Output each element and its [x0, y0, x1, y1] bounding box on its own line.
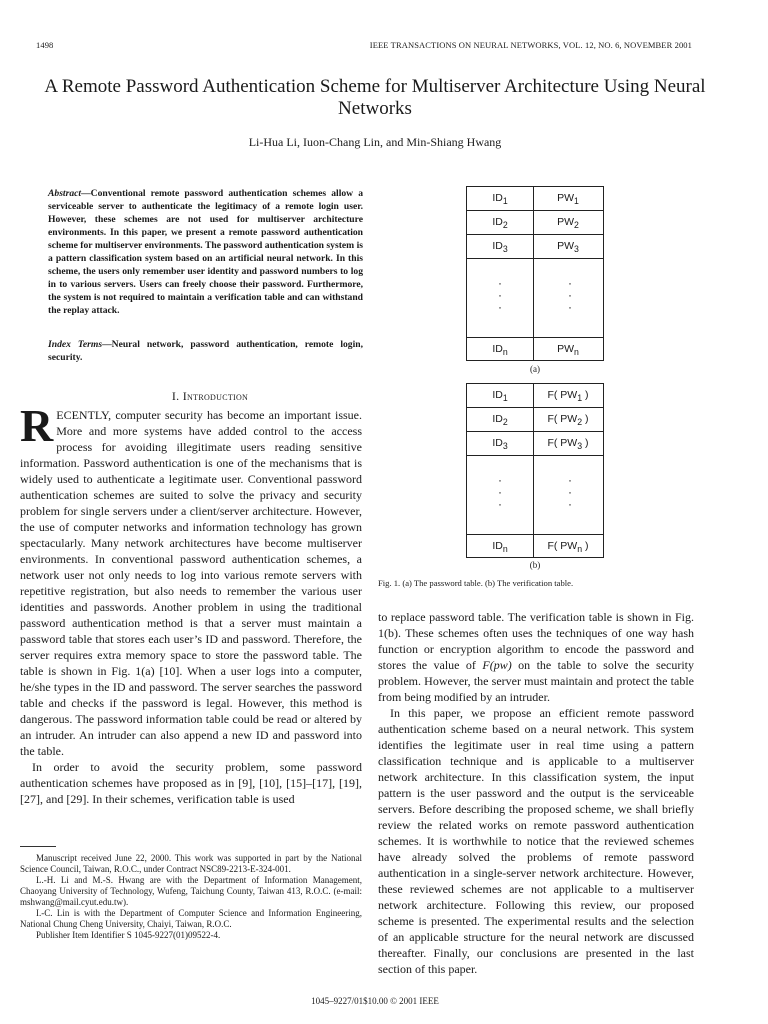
index-terms-text: —Neural network, password authentication, remote login, security.: [48, 339, 363, 363]
section-number: I.: [171, 389, 180, 403]
formula-fpw: F(pw): [482, 658, 512, 672]
right-column-body: [378, 609, 694, 977]
abstract-text: —Conventional remote password authentication schemes allow a serviceable server to authenticate the legitimacy of a remote login user. However, these schemes are not used for multiserver architecture environments. In this paper, we present a remote password authentication scheme for multiserver environments. The password authentication system is a pattern classification system based on an artificial neural network. In this scheme, the users only remember user identity and password numbers to log in to various servers. Users can freely choose their password. Furthermore, the system is not required to maintain a verification table and can withstand the replay attack.: [48, 188, 363, 316]
id-cell: $ID_1$: [492, 192, 508, 207]
journal-header: IEEE TRANSACTIONS ON NEURAL NETWORKS, VOL. 12, NO. 6, NOVEMBER 2001: [369, 40, 692, 50]
abstract: [48, 187, 363, 317]
footnote-rule: [20, 846, 56, 847]
table-row: [467, 432, 603, 456]
table-row: [467, 337, 603, 361]
pw-cell: $PW_n$: [557, 343, 579, 358]
table-row: [467, 384, 603, 408]
footnotes: [20, 853, 362, 941]
section-heading: [30, 389, 390, 404]
intro-paragraph-2: In order to avoid the security problem, some password authentication schemes have proposed as in [9], [10], [15]–[17], [19], [27], and [29]. In their schemes, verification table is used: [20, 760, 362, 806]
subfigure-label-a: (a): [530, 364, 540, 374]
ellipsis-dots: · · ·: [568, 276, 572, 314]
section-title: Introduction: [182, 389, 249, 403]
table-row: [467, 408, 603, 432]
pw-cell: $PW_2$: [557, 216, 579, 231]
ellipsis-dots: · · ·: [498, 473, 502, 511]
table-row: [467, 235, 603, 259]
intro-paragraph-1-text: ECENTLY, computer security has become an important issue. More and more systems have added control to the access process for avoiding illegitimate users reading sensitive information. Password authentication is one of the mechanisms that is widely used to authenticate a legitimate user. Conventional password authentication schemes are suited to solve the privacy and security problem for single servers under a client/server architecture. However, the use of computer networks and information technology has grown spectacularly. Many network architectures have become multiserver environments. In conventional password authentication schemes, a network user not only needs to log into various remote servers with repetitive registration, but also needs to remember the various user identities and passwords. Another problem in using the traditional password authentication method is that a server must maintain a password table that stores each user’s ID and password. Therefore, the server requires extra memory space to store the password table. The table is shown in Fig. 1(a) [10]. When a user logs into a computer, he/she types in the ID and password. The server searches the password table and checks if the password is legal. However, this method is dangerous. The password information table could be read or altered by an intruder. An intruder can also append a new ID and password into the table.: [20, 408, 362, 758]
table-row: [467, 187, 603, 211]
id-cell: $ID_2$: [492, 413, 508, 428]
footnote-publisher-id: Publisher Item Identifier S 1045-9227(01)09522-4.: [36, 930, 221, 940]
drop-cap: R: [20, 400, 54, 451]
pw-cell: $PW_3$: [557, 240, 579, 255]
table-row: [467, 211, 603, 235]
fpw-cell: F( $PW_1$ ): [547, 389, 589, 404]
fpw-cell: F( $PW_3$ ): [547, 437, 589, 452]
abstract-lead: Abstract: [48, 188, 82, 199]
id-cell: $ID_2$: [492, 216, 508, 231]
pw-cell: $PW_1$: [557, 192, 579, 207]
copyright-footer: 1045–9227/01$10.00 © 2001 IEEE: [311, 996, 439, 1006]
fpw-cell: F( $PW_n$ ): [547, 540, 589, 555]
index-terms: [48, 338, 363, 364]
footnote-manuscript: Manuscript received June 22, 2000. This work was supported in part by the National Science Council, Taiwan, R.O.C., under Contract NSC89-2213-E-324-001.: [20, 853, 362, 874]
authors: Li-Hua Li, Iuon-Chang Lin, and Min-Shiang Hwang: [248, 135, 502, 149]
left-column-body: [20, 400, 362, 807]
right-paragraph-1: to replace password table. The verification table is shown in Fig. 1(b). These schemes often uses the techniques of one way hash function or encryption algorithm to encode the password and stores the value of F(pw) on the table to solve the security problem. However, the server must maintain and protect the table from being modified by an intruder.: [378, 610, 695, 704]
intro-paragraph-1: [20, 400, 362, 759]
id-cell: $ID_n$: [492, 540, 508, 555]
figure-caption: Fig. 1. (a) The password table. (b) The verification table.: [378, 578, 574, 588]
right-paragraph-2: In this paper, we propose an efficient remote password authentication scheme based on a neural network. This system identifies the legitimate user in real time using a pattern classification technique and is applicable to a multiserver network architecture. In this classification system, the input pattern is the user password and the output is the serviceable servers. Before describing the proposed scheme, we shall briefly review the related works on remote password authentication schemes. It is worthwhile to notice that the reviewed schemes have already solved the problems of remote password authentication in a single-server network architecture. However, these reviewed schemes are not applicable to a multiserver network architecture. Following this review, our proposed scheme is presented. The experimental results and the selection of an applicable structure for the neural network are discussed thereafter. Finally, our conclusions are presented in the last section of this paper.: [378, 706, 694, 976]
table-row: [467, 534, 603, 558]
page-number: 1498: [36, 40, 54, 50]
id-cell: $ID_n$: [492, 343, 508, 358]
verification-table: [466, 383, 604, 558]
password-table: [466, 186, 604, 361]
subfigure-label-b: (b): [529, 560, 541, 570]
id-cell: $ID_1$: [492, 389, 508, 404]
paper-title: A Remote Password Authentication Scheme for Multiserver Architecture Using Neural Networks: [44, 76, 706, 119]
footnote-affiliation-1: L.-H. Li and M.-S. Hwang are with the Department of Information Management, Chaoyang University of Technology, Wufeng, Taichung County, Taiwan 413, R.O.C. (e-mail: mshwang@mail.cyut.edu.tw).: [20, 875, 362, 907]
footnote-affiliation-2: I.-C. Lin is with the Department of Computer Science and Information Engineering, National Chung Cheng University, Chaiyi, Taiwan, R.O.C.: [20, 908, 362, 929]
ellipsis-dots: · · ·: [498, 276, 502, 314]
id-cell: $ID_3$: [492, 240, 508, 255]
index-terms-lead: Index Terms: [48, 339, 103, 350]
id-cell: $ID_3$: [492, 437, 508, 452]
fpw-cell: F( $PW_2$ ): [547, 413, 589, 428]
ellipsis-dots: · · ·: [568, 473, 572, 511]
